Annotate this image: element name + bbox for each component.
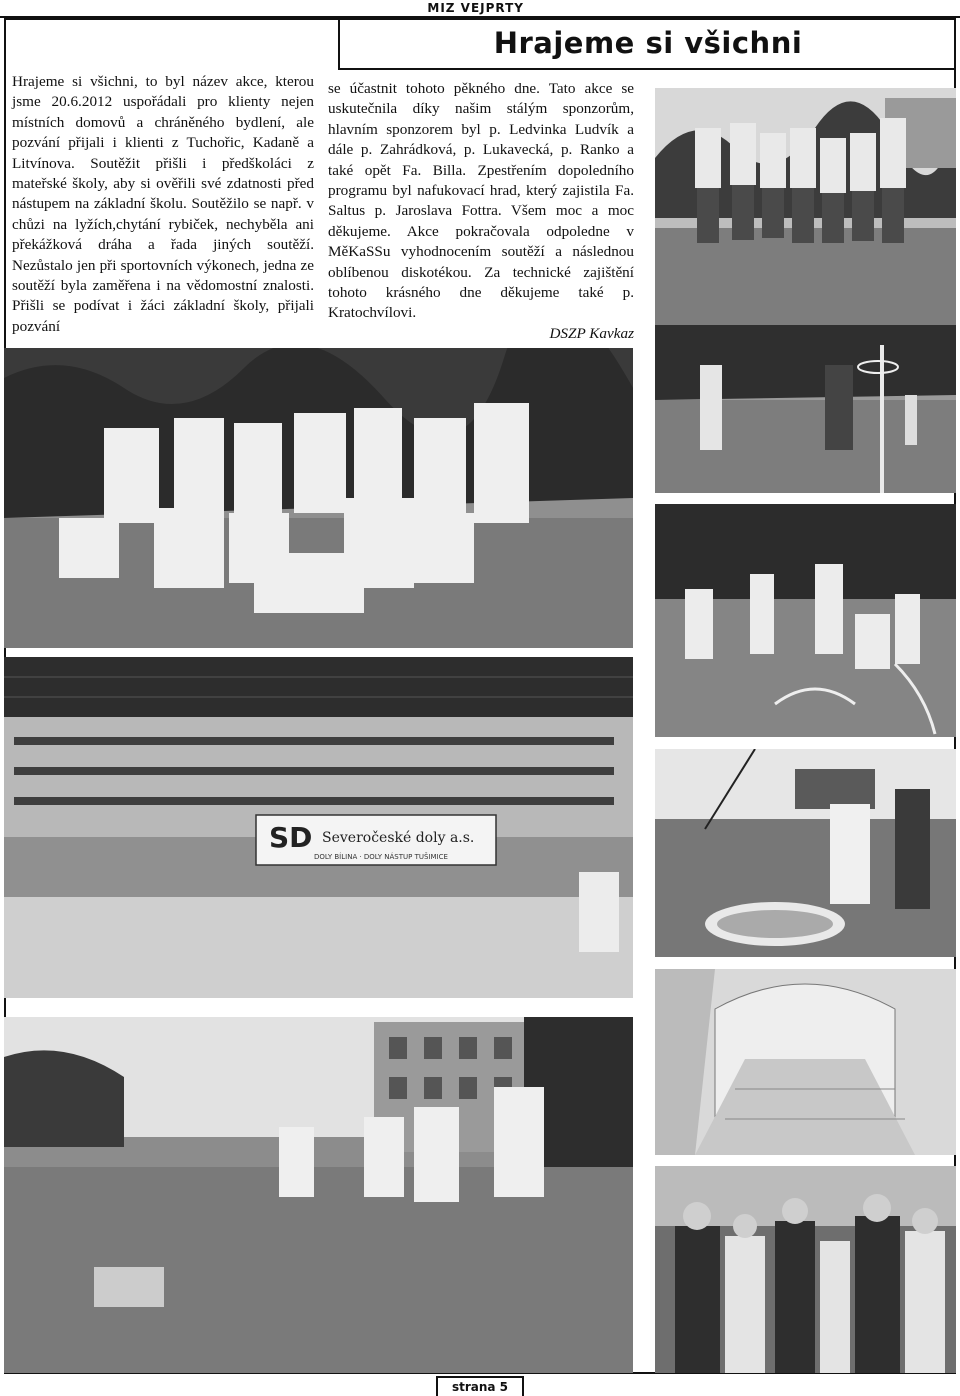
photo-women-group — [4, 348, 633, 648]
section-label: MIZ VEJPRTY — [427, 1, 524, 15]
article-signature: DSZP Kavkaz — [549, 324, 634, 342]
banner-logo: SD — [269, 821, 313, 854]
photo-basket-course — [655, 325, 956, 493]
photo-fishing-game — [655, 749, 956, 957]
photo-ski-walking — [655, 504, 956, 737]
banner-subline: DOLY BÍLINA · DOLY NÁSTUP TUŠIMICE — [314, 853, 448, 861]
article-paragraph-middle: se účastnit tohoto pěkného dne. Tato akce se uskutečnila díky našim stálým sponzorům, hlavním sponzorem byl p. Ledvinka Ludvík a dále p. Zahrádková, p. Lukavecká, p. Ranko a také opět Fa. Billa. Zpestřením dopoledního programu byl nafukovací hrad, který zajistila Fa. Saltus p. Jaroslava Fottra. Všem moc a moc děkujeme. Akce pokračovala odpoledne v MěKaSSu vyhodnocením soutěží a následnou oblíbenou diskotékou. Za technické zajištění tohoto krásného dne děkujeme také p. Kratochvílovi. — [328, 80, 634, 322]
page-number: strana 5 — [436, 1376, 524, 1396]
article-column-middle — [328, 79, 634, 344]
banner-company: Severočeské doly a.s. — [322, 830, 475, 846]
article-column-left — [12, 72, 314, 337]
article-paragraph-left: Hrajeme si všichni, to byl název akce, kterou jsme 20.6.2012 uspořádali pro klienty nejen místních domovů a chráněného bydlení, ale pozvání přijali i klienti z Tuchořic, Kadaně a Litvínova. Soutěžit přišli i předškoláci z mateřské školy, aby si ověřili své zdatnosti před nástupem na základní školu. Soutěžilo se např. v chůzi na lyžích,chytání rybiček, nechyběla ani překážková dráha a řada jiných soutěží. Nezůstalo jen při sportovních výkonech, jedna ze soutěží byla zaměřena i na vědomostní znalosti. Přišli se podívat i žáci základní školy, přijali pozvání — [12, 73, 314, 335]
photo-field-game — [4, 1017, 633, 1373]
photo-stadium-children — [4, 657, 633, 998]
title-box — [338, 18, 956, 70]
article-title: Hrajeme si všichni — [493, 26, 803, 60]
photo-team-group — [655, 88, 956, 334]
photo-inflatable-castle — [655, 969, 956, 1155]
photo-crowd — [655, 1166, 956, 1373]
